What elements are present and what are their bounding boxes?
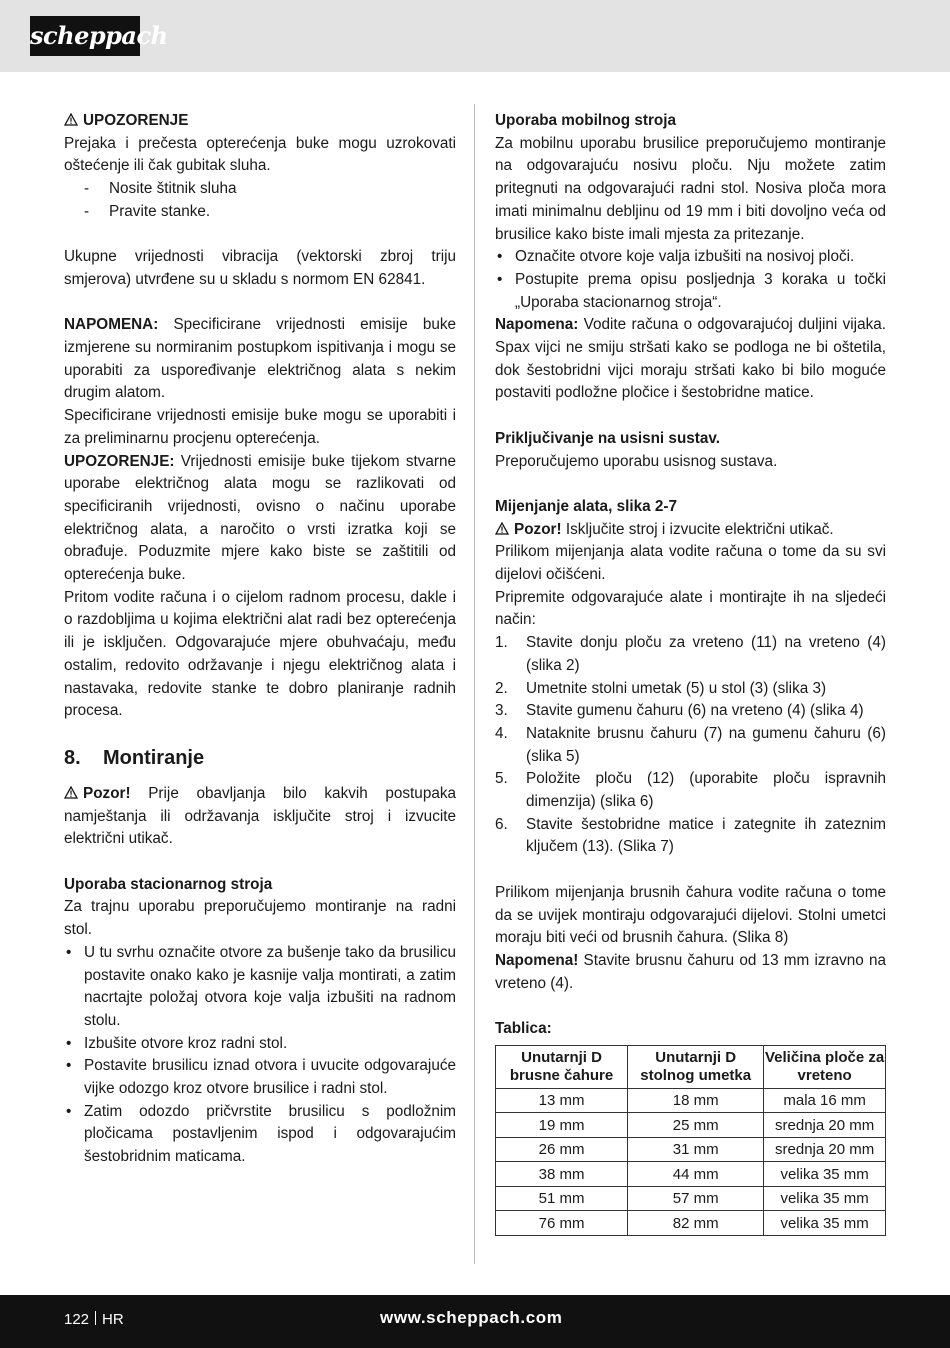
header-bar (0, 0, 950, 72)
list-item: 1. Stavite donju ploču za vreteno (11) na vreteno (4) (slika 2) (495, 634, 886, 674)
list-item: • U tu svrhu označite otvore za bušenje tako da brusilicu postavite onako kako je kasnije valja montirati, a zatim nacrtajte položaj otvora koje valja izbušiti na radnom stolu. (64, 942, 456, 1033)
stationary-paragraph: Za trajnu uporabu preporučujemo montiranje na radni stol. (64, 898, 456, 939)
section-number: 8. (64, 746, 81, 769)
separator (95, 1311, 96, 1325)
table-row (496, 1088, 886, 1113)
list-item: • Postupite prema opisu posljednja 3 koraka u točki „Uporaba stacionarnog stroja“. (495, 269, 886, 314)
table-cell: 82 mm (628, 1211, 764, 1236)
sleeves-note-label: Napomena! (495, 951, 579, 969)
tools-heading: Mijenjanje alata, slika 2-7 (495, 497, 677, 515)
section-title: Montiranje (103, 746, 205, 769)
tools-caution-text: Isključite stroj i izvucite električni utikač. (561, 520, 834, 538)
table-header-cell: Unutarnji D brusne čahure (496, 1045, 628, 1088)
tools-caution-paragraph (495, 519, 886, 542)
note-label: NAPOMENA: (64, 316, 159, 334)
warning-triangle-icon (64, 786, 78, 799)
table-cell: 76 mm (496, 1211, 628, 1236)
suction-heading: Priključivanje na usisni sustav. (495, 429, 721, 447)
table-row (496, 1211, 886, 1236)
list-item: • Zatim odozdo pričvrstite brusilicu s podložnim pločicama postavljenim ispod i odgovarajućim šestobridnim maticama. (64, 1101, 456, 1169)
caution-text: Prije obavljanja bilo kakvih postupaka namještanja ili održavanja isključite stroj i izvucite električni utikač. (64, 784, 456, 848)
mobile-heading: Uporaba mobilnog stroja (495, 112, 677, 129)
table-cell: 57 mm (628, 1186, 764, 1211)
brand-logo: scheppach (30, 16, 140, 56)
table-cell: srednja 20 mm (764, 1113, 886, 1138)
stationary-heading: Uporaba stacionarnog stroja (64, 875, 273, 893)
mobile-note-label: Napomena: (495, 316, 579, 334)
website-link[interactable]: www.scheppach.com (380, 1308, 563, 1327)
table-title: Tablica: (495, 1020, 552, 1038)
mobile-paragraph: Za mobilnu uporabu brusilice preporučujemo montiranje na odgovarajuću nosivu ploču. Nju možete zatim pritegnuti na odgovarajući radni stol. Nosiva ploča mora imati minimalnu debljinu od 19 mm i biti dovoljno veća od brusilice kako biste imali mjesta za pritezanje. (495, 134, 886, 243)
suction-paragraph: Preporučujemo uporabu usisnog sustava. (495, 452, 778, 470)
note-paragraph (64, 314, 456, 405)
warning-list (64, 178, 456, 223)
tools-caution-label: Pozor! (514, 520, 562, 538)
warning-heading (64, 110, 456, 133)
footer-bar (0, 1295, 950, 1348)
warning2-label: UPOZORENJE: (64, 452, 175, 470)
caution-label: Pozor! (83, 784, 131, 802)
list-item: 3. Stavite gumenu čahuru (6) na vreteno (4) (slika 4) (495, 702, 864, 720)
table-cell: velika 35 mm (764, 1162, 886, 1187)
list-item: - Nosite štitnik sluha (64, 178, 456, 201)
table-row (496, 1113, 886, 1138)
table-row (496, 1137, 886, 1162)
mobile-note-paragraph (495, 314, 886, 405)
table-cell: 51 mm (496, 1186, 628, 1211)
table-cell: 31 mm (628, 1137, 764, 1162)
tools-steps-list (495, 632, 886, 859)
column-divider (474, 104, 475, 1264)
list-item: 6. Stavite šestobridne matice i zategnite ih zateznim ključem (13). (Slika 7) (495, 815, 886, 856)
table-cell: 18 mm (628, 1088, 764, 1113)
mobile-note-text: Vodite računa o odgovarajućoj duljini vijaka. Spax vijci ne smiju stršati kako se podloga ne bi oštetila, dok šestobridni vijci moraju stršati kako bi bilo moguće postaviti podložne pločice i šestobridne matice. (495, 316, 886, 402)
warning-triangle-icon (495, 522, 509, 535)
vibration-paragraph: Ukupne vrijednosti vibracija (vektorski zbroj triju smjerova) utvrđene su u skladu s normom EN 62841. (64, 248, 456, 288)
table-cell: srednja 20 mm (764, 1137, 886, 1162)
list-item: 4. Nataknite brusnu čahuru (7) na gumenu čahuru (6) (slika 5) (495, 724, 886, 765)
left-column (64, 110, 456, 1169)
section-heading (64, 737, 456, 783)
table-cell: 25 mm (628, 1113, 764, 1138)
table-cell: 19 mm (496, 1113, 628, 1138)
list-item: • Označite otvore koje valja izbušiti na nosivoj ploči. (495, 246, 886, 269)
warning2-text: Vrijednosti emisije buke tijekom stvarne uporabe električnog alata mogu se razlikovati od specificiranih vrijednosti, ovisno o načinu uporabe električnog alata, a naročito o vrsti izratka koji se obrađuje. Poduzmite mjere kako biste se zaštitili od opterećenja buke. (64, 452, 456, 584)
stationary-list (64, 942, 456, 1169)
table-cell: mala 16 mm (764, 1088, 886, 1113)
list-item: 2. Umetnite stolni umetak (5) u stol (3) (slika 3) (495, 679, 827, 697)
page-number: 122 (64, 1311, 90, 1328)
language-code: HR (102, 1311, 124, 1328)
table-row (496, 1186, 886, 1211)
page-indicator (64, 1311, 124, 1328)
list-item: • Izbušite otvore kroz radni stol. (64, 1033, 456, 1056)
tools-paragraph-1: Prilikom mijenjanja alata vodite računa o tome da su svi dijelovi očišćeni. (495, 543, 886, 584)
note-paragraph-2: Specificirane vrijednosti emisije buke mogu se uporabiti i za preliminarnu procjenu opterećenja. (64, 407, 456, 447)
table-cell: 26 mm (496, 1137, 628, 1162)
sleeve-size-table (495, 1045, 886, 1236)
warning-text: Prejaka i prečesta opterećenja buke mogu uzrokovati oštećenje ili čak gubitak sluha. (64, 134, 456, 175)
table-cell: 38 mm (496, 1162, 628, 1187)
right-column (495, 110, 886, 1236)
warning2-paragraph (64, 451, 456, 587)
warning-triangle-icon (64, 113, 78, 126)
table-header-cell: Veličina ploče za vreteno (764, 1045, 886, 1088)
table-cell: 13 mm (496, 1088, 628, 1113)
warning-title: UPOZORENJE (83, 112, 189, 129)
warning2-paragraph-2: Pritom vodite računa i o cijelom radnom procesu, dakle i o razdobljima u kojima električni alat radi bez opterećenja ili je isključen. Odgovarajuće mjere obuhvaćaju, među ostalim, redovito održavanje i njegu električnog alata i nastavaka, redovite stanke te dobro planiranje radnih procesa. (64, 588, 456, 720)
table-header-row (496, 1045, 886, 1088)
tools-paragraph-2: Pripremite odgovarajuće alate i montirajte ih na sljedeći način: (495, 588, 886, 629)
table-cell: velika 35 mm (764, 1186, 886, 1211)
caution-paragraph (64, 783, 456, 851)
table-header-cell: Unutarnji D stolnog umetka (628, 1045, 764, 1088)
table-row (496, 1162, 886, 1187)
list-item: 5. Položite ploču (12) (uporabite ploču ispravnih dimenzija) (slika 6) (495, 770, 886, 811)
list-item: • Postavite brusilicu iznad otvora i uvucite odgovarajuće vijke odozgo kroz otvore brusilice i radni stol. (64, 1055, 456, 1100)
list-item: - Pravite stanke. (64, 201, 456, 224)
mobile-list (495, 246, 886, 314)
sleeves-note-text: Stavite brusnu čahuru od 13 mm izravno na vreteno (4). (495, 951, 886, 992)
note-text: Specificirane vrijednosti emisije buke izmjerene su normiranim postupkom ispitivanja i mogu se uporabiti za uspoređivanje električnog alata s nekim drugim alatom. (64, 316, 456, 402)
table-cell: 44 mm (628, 1162, 764, 1187)
table-cell: velika 35 mm (764, 1211, 886, 1236)
sleeves-paragraph: Prilikom mijenjanja brusnih čahura vodite računa o tome da se uvijek montiraju odgovarajući dijelovi. Stolni umetci moraju biti veći od brusnih čahura. (Slika 8) (495, 883, 886, 947)
sleeves-note-paragraph (495, 950, 886, 995)
